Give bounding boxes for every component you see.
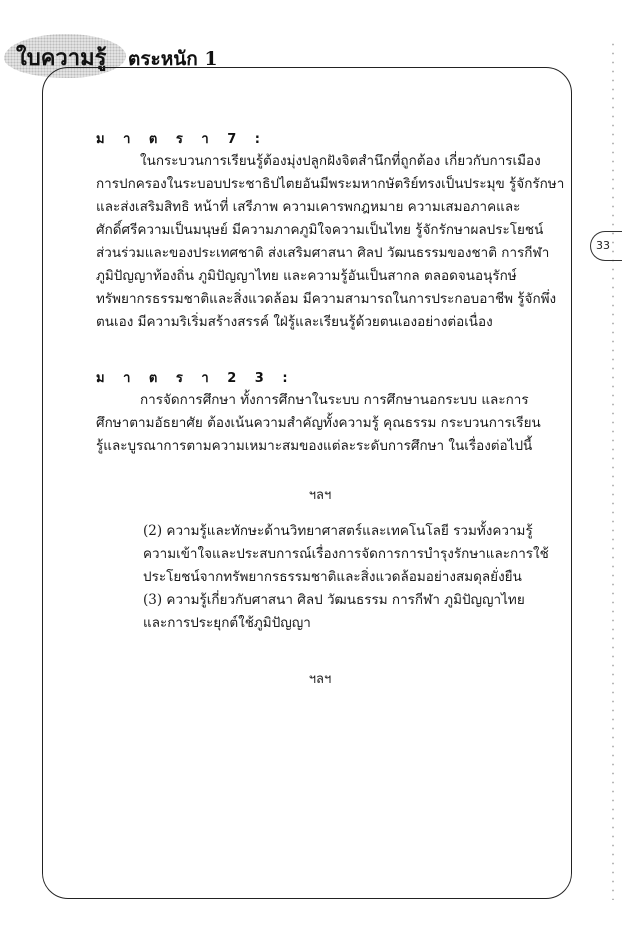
sub-item-line: และการประยุกต์ใช้ภูมิปัญญา <box>143 615 311 631</box>
ellipsis-marker-1: ฯลฯ <box>308 488 332 503</box>
section-7-body <box>96 150 565 334</box>
section-23-line: การจัดการศึกษา ทั้งการศึกษาในระบบ การศึกษานอกระบบ และการ <box>140 392 529 408</box>
ellipsis-marker-2: ฯลฯ <box>308 672 332 687</box>
page-number: 33 <box>596 239 610 252</box>
sub-item-line: ประโยชน์จากทรัพยากรธรรมชาติและสิ่งแวดล้อมอย่างสมดุลยั่งยืน <box>143 569 522 585</box>
section-23-body <box>96 389 541 458</box>
section-7-line: การปกครองในระบอบประชาธิปไตยอันมีพระมหากษัตริย์ทรงเป็นประมุข รู้จักรักษา <box>96 176 565 192</box>
page-title: ใบความรู้ <box>16 46 107 71</box>
sub-item-line: (3) ความรู้เกี่ยวกับศาสนา ศิลป วัฒนธรรม การกีฬา ภูมิปัญญาไทย <box>143 592 525 608</box>
section-7-line: ทรัพยากรธรรมชาติและสิ่งแวดล้อม มีความสามารถในการประกอบอาชีพ รู้จักพึ่ง <box>96 291 557 307</box>
section-7-line: ศักดิ์ศรีความเป็นมนุษย์ มีความภาคภูมิใจความเป็นไทย รู้จักรักษาผลประโยชน์ <box>96 222 544 238</box>
section-23-line: รู้และบูรณาการตามความเหมาะสมของแต่ละระดับการศึกษา ในเรื่องต่อไปนี้ <box>96 438 533 454</box>
section-23-line: ศึกษาตามอัธยาศัย ต้องเน้นความสำคัญทั้งความรู้ คุณธรรม กระบวนการเรียน <box>96 415 541 431</box>
section-7-line: ภูมิปัญญาท้องถิ่น ภูมิปัญญาไทย และความรู้อันเป็นสากล ตลอดจนอนุรักษ์ <box>96 268 517 284</box>
page-edge-dots <box>612 40 614 900</box>
page-subtitle: ตระหนัก 1 <box>128 48 218 70</box>
sub-items-body <box>143 520 549 635</box>
section-7-line: ตนเอง มีความริเริ่มสร้างสรรค์ ใฝ่รู้และเรียนรู้ด้วยตนเองอย่างต่อเนื่อง <box>96 314 493 330</box>
sub-item-line: (2) ความรู้และทักษะด้านวิทยาศาสตร์และเทคโนโลยี รวมทั้งความรู้ <box>143 523 533 539</box>
section-heading-7: ม า ต ร า 7 : <box>96 132 267 147</box>
sub-item-line: ความเข้าใจและประสบการณ์เรื่องการจัดการการบำรุงรักษาและการใช้ <box>143 546 549 562</box>
section-7-line: ในกระบวนการเรียนรู้ต้องมุ่งปลูกฝังจิตสำนึกที่ถูกต้อง เกี่ยวกับการเมือง <box>140 153 541 169</box>
section-7-line: ส่วนร่วมและของประเทศชาติ ส่งเสริมศาสนา ศิลป วัฒนธรรมของชาติ การกีฬา <box>96 245 550 261</box>
section-heading-23: ม า ต ร า 2 3 : <box>96 371 295 386</box>
section-7-line: และส่งเสริมสิทธิ หน้าที่ เสรีภาพ ความเคารพกฎหมาย ความเสมอภาคและ <box>96 199 521 215</box>
